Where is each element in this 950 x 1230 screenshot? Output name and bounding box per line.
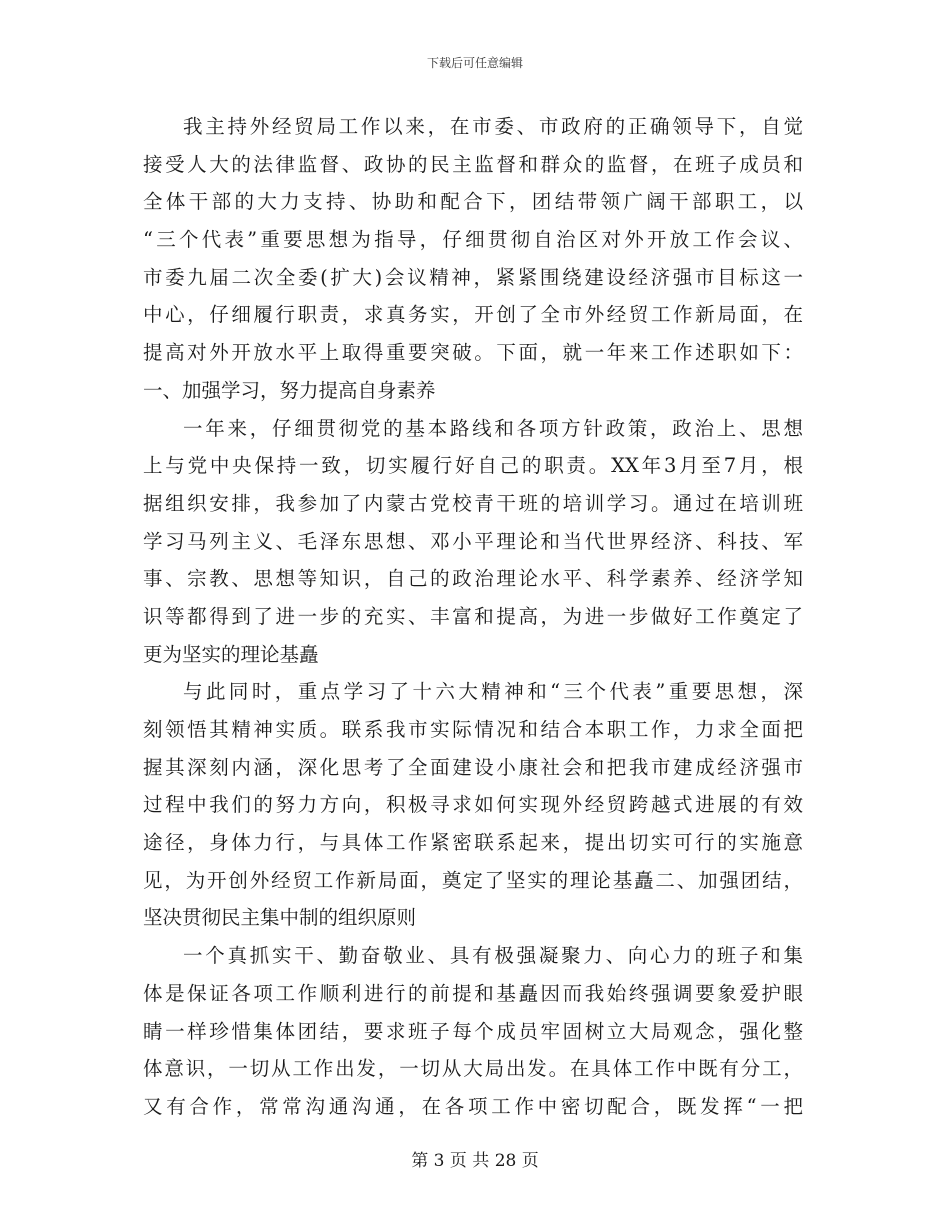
document-body xyxy=(143,108,803,1126)
text-line: 体意识，一切从工作出发，一切从大局出发。在具体工作中既有分工， xyxy=(143,1057,803,1081)
text-line: 全体干部的大力支持、协助和配合下，团结带领广阔干部职工，以 xyxy=(143,190,803,214)
text-line: 睛一样珍惜集体团结，要求班子每个成员牢固树立大局观念，强化整 xyxy=(143,1019,803,1043)
text-line: 学习马列主义、毛泽东思想、邓小平理论和当代世界经济、科技、军 xyxy=(143,529,803,553)
text-line: 我主持外经贸局工作以来，在市委、市政府的正确领导下，自觉 xyxy=(183,115,803,138)
text-line: 一个真抓实干、勤奋敬业、具有极强凝聚力、向心力的班子和集 xyxy=(183,944,803,968)
page-number: 第 3 页 共 28 页 xyxy=(411,1151,539,1171)
text-line: 刻领悟其精神实质。联系我市实际情况和结合本职工作，力求全面把 xyxy=(143,718,803,741)
text-line: 事、宗教、思想等知识，自己的政治理论水平、科学素养、经济学知 xyxy=(143,567,803,591)
text-line: 与此同时，重点学习了十六大精神和“三个代表”重要思想，深 xyxy=(183,680,803,704)
text-line: 过程中我们的努力方向，积极寻求如何实现外经贸跨越式进展的有效 xyxy=(143,793,803,817)
text-line: 坚决贯彻民主集中制的组织原则 xyxy=(143,906,417,930)
text-line: 又有合作，常常沟通沟通，在各项工作中密切配合，既发挥“一把 xyxy=(143,1094,803,1118)
text-line: 接受人大的法律监督、政协的民主监督和群众的监督，在班子成员和 xyxy=(143,152,803,176)
page-header: 下载后可任意编辑 xyxy=(426,56,523,70)
text-line: 更为坚实的理论基矗 xyxy=(143,642,319,666)
text-line: 据组织安排，我参加了内蒙古党校青干班的培训学习。通过在培训班 xyxy=(143,491,803,515)
text-line: 中心，仔细履行职责，求真务实，开创了全市外经贸工作新局面，在 xyxy=(143,303,803,327)
text-line: 途径，身体力行，与具体工作紧密联系起来，提出切实可行的实施意 xyxy=(143,831,803,855)
text-line: 市委九届二次全委(扩大)会议精神，紧紧围绕建设经济强市目标这一 xyxy=(143,265,803,289)
text-line: 上与党中央保持一致，切实履行好自己的职责。XX年3月至7月，根 xyxy=(143,454,803,478)
text-line: 一年来，仔细贯彻党的基本路线和各项方针政策，政治上、思想 xyxy=(183,416,803,440)
text-line: 握其深刻内涵，深化思考了全面建设小康社会和把我市建成经济强市 xyxy=(143,755,803,779)
text-line: 识等都得到了进一步的充实、丰富和提高，为进一步做好工作奠定了 xyxy=(143,604,803,628)
text-line: “三个代表”重要思想为指导，仔细贯彻自治区对外开放工作会议、 xyxy=(143,228,803,252)
text-line: 见，为开创外经贸工作新局面，奠定了坚实的理论基矗二、加强团结， xyxy=(143,868,803,892)
section-heading: 一、加强学习，努力提高自身素养 xyxy=(143,378,436,402)
text-line: 提高对外开放水平上取得重要突破。下面，就一年来工作述职如下： xyxy=(143,341,803,365)
text-line: 体是保证各项工作顺利进行的前提和基矗因而我始终强调要象爱护眼 xyxy=(143,981,803,1005)
